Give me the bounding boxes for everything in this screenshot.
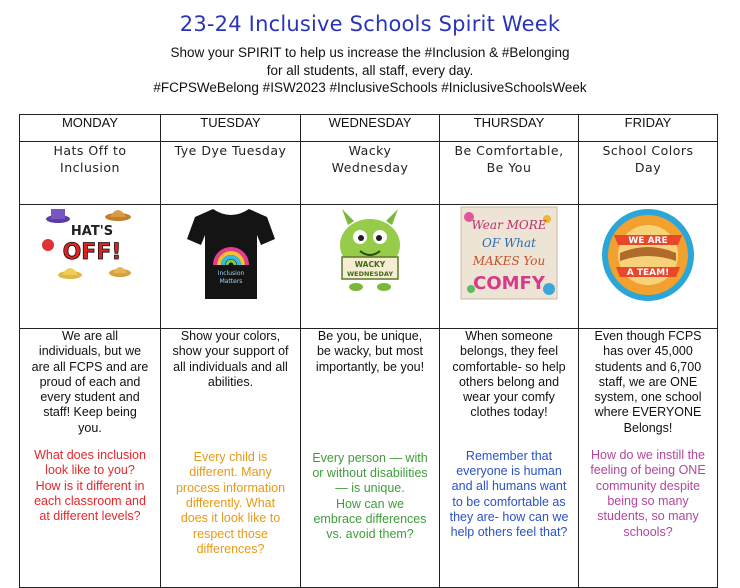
description-tuesday: Show your colors, show your support of all individuals and all abilities. [172, 329, 289, 389]
day-header-monday: MONDAY [20, 115, 161, 142]
image-row [20, 205, 718, 329]
description-monday: We are all individuals, but we are all FCPS and are proud of each and every student and staff! Keep being you. [31, 329, 149, 435]
svg-text:OF What: OF What [481, 236, 537, 250]
description-thursday: When someone belongs, they feel comfortable- so help others belong and wear your comfy clothes today! [452, 329, 566, 420]
text-cell-friday [579, 329, 718, 588]
svg-text:HAT'S: HAT'S [70, 224, 114, 239]
svg-text:WEDNESDAY: WEDNESDAY [346, 270, 394, 278]
question-wednesday: Every person — with or without disabilities — is unique. How can we embrace differences vs. avoid them? [312, 450, 428, 542]
team-badge-icon [598, 205, 698, 305]
description-wednesday: Be you, be unique, be wacky, but most importantly, be you! [315, 329, 425, 374]
image-cell-monday [20, 205, 161, 329]
question-tuesday: Every child is different. Many process information differently. What does it look like to respect those differences? [175, 450, 286, 556]
theme-tuesday: Tye Dye Tuesday [174, 143, 287, 158]
theme-cell-thursday [440, 142, 579, 205]
svg-text:A TEAM!: A TEAM! [626, 268, 670, 278]
image-cell-wednesday [301, 205, 440, 329]
image-cell-thursday [440, 205, 579, 329]
svg-text:Matters: Matters [219, 278, 242, 285]
theme-cell-tuesday [161, 142, 301, 205]
svg-text:MAKES You: MAKES You [472, 254, 546, 268]
question-thursday: Remember that everyone is human and all humans want to be comfortable as they are- how can we help others feel that? [449, 448, 569, 540]
svg-text:OFF!: OFF! [62, 240, 122, 265]
theme-cell-monday [20, 142, 161, 205]
subtitle-line-1: Show your SPIRIT to help us increase the #Inclusion & #Belonging [170, 45, 570, 60]
svg-text:Inclusion: Inclusion [217, 270, 244, 277]
question-monday: What does inclusion look like to you? How is it different in each classroom and at different levels? [34, 448, 146, 524]
day-header-row [20, 115, 718, 142]
description-row [20, 329, 718, 588]
comfy-poster-icon [459, 205, 559, 301]
hats-off-icon [40, 205, 140, 285]
theme-row [20, 142, 718, 205]
theme-thursday: Be Comfortable, Be You [454, 143, 564, 175]
tie-dye-shirt-icon [185, 205, 277, 301]
svg-text:WE ARE: WE ARE [628, 236, 668, 246]
spirit-week-table [19, 114, 718, 588]
day-header-wednesday: WEDNESDAY [301, 115, 440, 142]
image-cell-tuesday [161, 205, 301, 329]
theme-friday: School Colors Day [602, 143, 694, 175]
svg-text:WACKY: WACKY [354, 260, 386, 269]
day-header-tuesday: TUESDAY [161, 115, 301, 142]
theme-cell-wednesday [301, 142, 440, 205]
question-friday: How do we instill the feeling of being ONE community despite being so many students, so many schools? [590, 448, 706, 539]
page-title: 23-24 Inclusive Schools Spirit Week [179, 12, 561, 36]
text-cell-wednesday [301, 329, 440, 588]
day-header-thursday: THURSDAY [440, 115, 579, 142]
text-cell-monday [20, 329, 161, 588]
image-cell-friday [579, 205, 718, 329]
svg-text:Wear MORE: Wear MORE [471, 218, 547, 232]
text-cell-thursday [440, 329, 579, 588]
theme-monday: Hats Off to Inclusion [53, 143, 127, 175]
hashtags-line: #FCPSWeBelong #ISW2023 #InclusiveSchools #IniclusiveSchoolsWeek [153, 80, 587, 95]
svg-text:COMFY: COMFY [473, 273, 545, 294]
theme-cell-friday [579, 142, 718, 205]
subtitle-line-2: for all students, all staff, every day. [266, 63, 474, 78]
wacky-monster-icon [322, 205, 418, 295]
description-friday: Even though FCPS has over 45,000 students and 6,700 staff, we are ONE system, one school where EVERYONE Belongs! [594, 329, 702, 435]
theme-wednesday: Wacky Wednesday [331, 143, 409, 175]
text-cell-tuesday [161, 329, 301, 588]
day-header-friday: FRIDAY [579, 115, 718, 142]
